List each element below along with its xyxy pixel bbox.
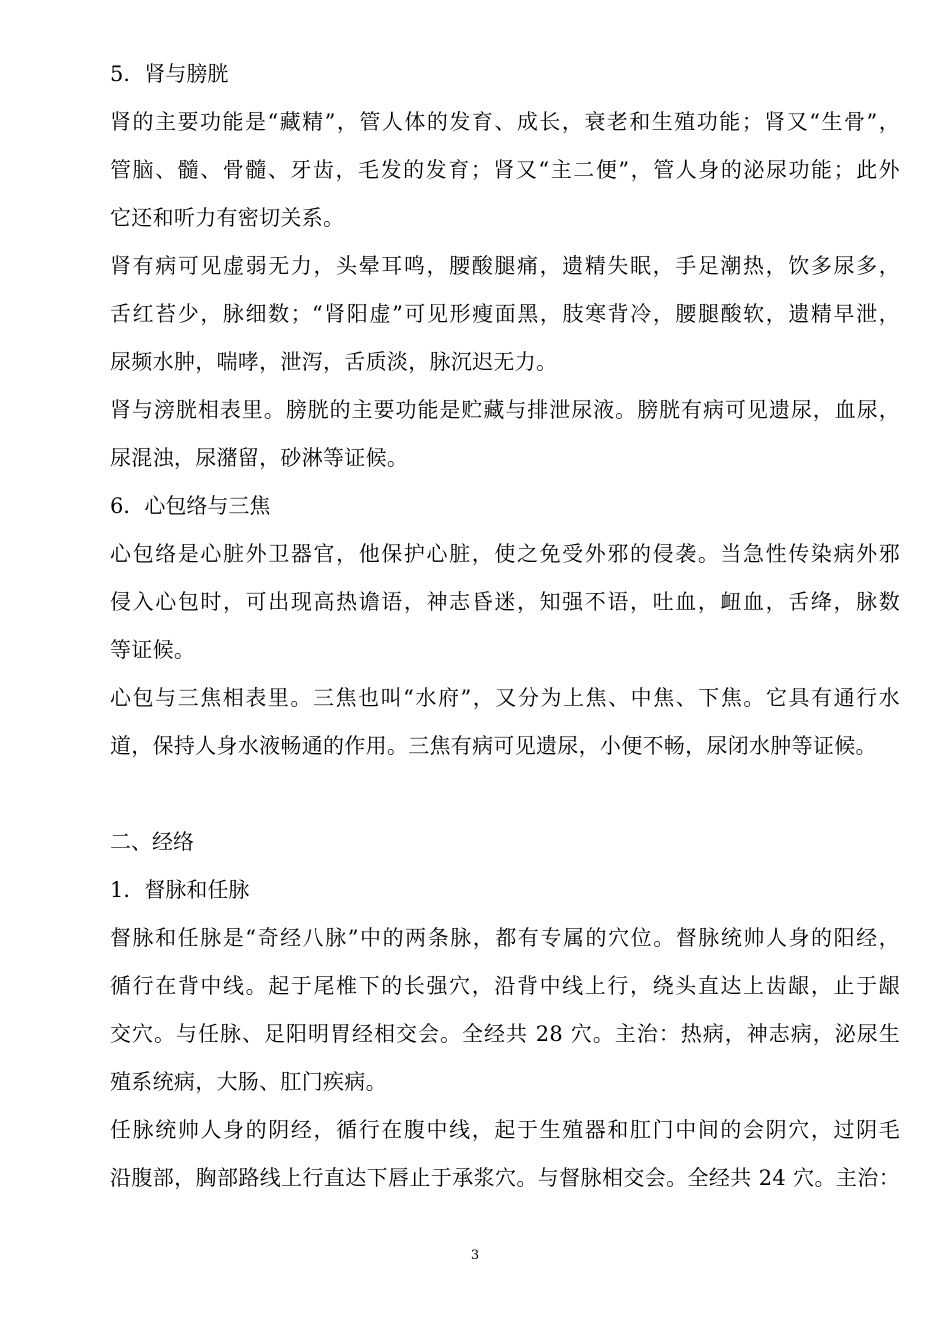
text-line: 殖系统病，大肠、肛门疾病。 [110, 1070, 387, 1094]
section-heading-kidney-bladder: 5．肾与膀胱 [110, 62, 229, 86]
text-line: 肾的主要功能是“藏精”，管人体的发育、成长，衰老和生殖功能；肾又“生骨”， [110, 110, 900, 134]
text-line: 肾有病可见虚弱无力，头晕耳鸣，腰酸腿痛，遗精失眠，手足潮热，饮多尿多， [110, 254, 900, 278]
paragraph-sanjiao [110, 674, 900, 770]
paragraph-kidney-disease [110, 242, 900, 386]
text-line: 交穴。与任脉、足阳明胃经相交会。全经共 28 穴。主治：热病，神志病，泌尿生 [110, 1022, 900, 1046]
section-heading-pericardium-sanjiao: 6．心包络与三焦 [110, 494, 271, 518]
text-line: 心包与三焦相表里。三焦也叫“水府”，又分为上焦、中焦、下焦。它具有通行水 [110, 686, 900, 710]
section-heading-governor-conception: 1．督脉和任脉 [110, 878, 250, 902]
paragraph-pericardium [110, 530, 900, 674]
page-number: 3 [470, 1248, 480, 1263]
text-line: 尿频水肿，喘哮，泄泻，舌质淡，脉沉迟无力。 [110, 350, 558, 374]
text-line: 肾与滂胱相表里。膀胱的主要功能是贮藏与排泄尿液。膀胱有病可见遗尿，血尿， [110, 398, 900, 422]
text-line: 循行在背中线。起于尾椎下的长强穴，沿背中线上行，绕头直达上齿龈，止于龈 [110, 974, 900, 998]
paragraph-kidney-function [110, 98, 900, 242]
text-line: 心包络是心脏外卫器官，他保护心脏，使之免受外邪的侵袭。当急性传染病外邪 [110, 542, 900, 566]
blank-line [110, 770, 900, 818]
text-line: 尿混浊，尿潴留，砂淋等证候。 [110, 446, 409, 470]
text-line: 管脑、髓、骨髓、牙齿，毛发的发育；肾又“主二便”，管人身的泌尿功能；此外 [110, 158, 900, 182]
paragraph-conception-vessel [110, 1106, 900, 1202]
text-line: 督脉和任脉是“奇经八脉”中的两条脉，都有专属的穴位。督脉统帅人身的阳经， [110, 926, 900, 950]
text-line: 舌红苔少，脉细数；“肾阳虚”可见形瘦面黑，肢寒背冷，腰腿酸软，遗精早泄， [110, 302, 900, 326]
text-line: 等证候。 [110, 638, 196, 662]
section-heading-meridians: 二、经络 [110, 830, 194, 854]
text-line: 任脉统帅人身的阴经，循行在腹中线，起于生殖器和肛门中间的会阴穴，过阴毛 [110, 1118, 900, 1142]
text-line: 它还和听力有密切关系。 [110, 206, 345, 230]
paragraph-governor-vessel [110, 914, 900, 1106]
text-line: 侵入心包时，可出现高热谵语，神志昏迷，知强不语，吐血，衄血，舌绛，脉数 [110, 590, 900, 614]
document-page [110, 50, 900, 1202]
text-line: 道，保持人身水液畅通的作用。三焦有病可见遗尿，小便不畅，尿闭水肿等证候。 [110, 734, 877, 758]
text-line: 沿腹部，胸部路线上行直达下唇止于承浆穴。与督脉相交会。全经共 24 穴。主治： [110, 1166, 900, 1190]
paragraph-bladder [110, 386, 900, 482]
